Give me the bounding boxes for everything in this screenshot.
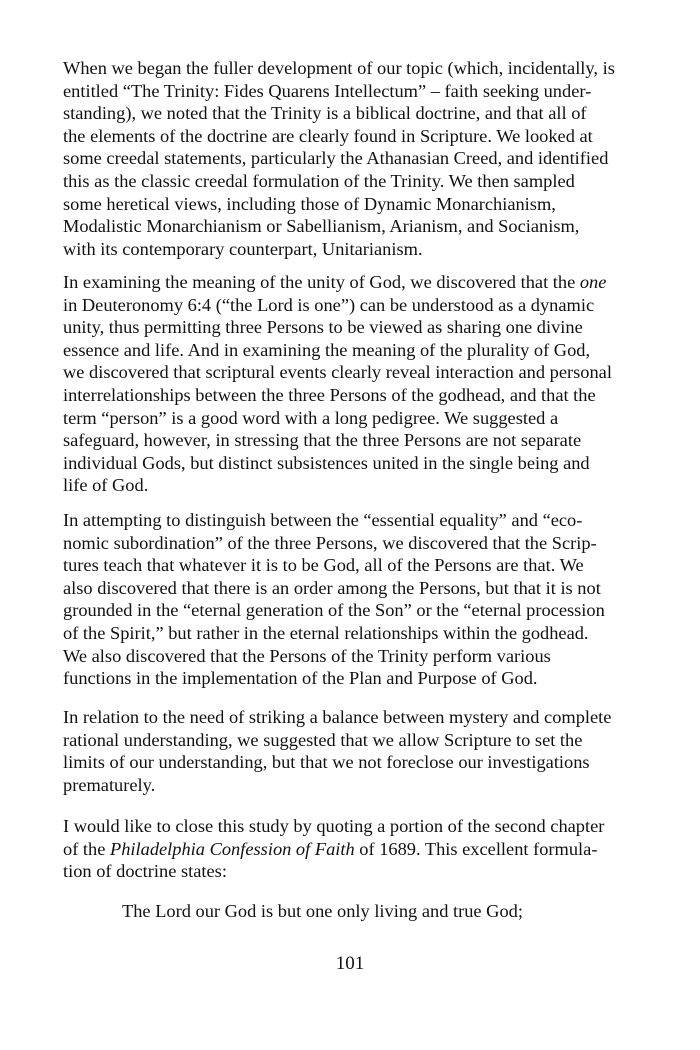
text-line — [63, 838, 623, 861]
paragraph-closing — [63, 815, 623, 883]
text-line: in Deuteronomy 6:4 (“the Lord is one”) can be understood as a dynamic — [63, 294, 595, 315]
text-line: entitled “The Trinity: Fides Quarens Intellectum” – faith seeking under- — [63, 80, 592, 101]
text-line: tures teach that whatever it is to be God, all of the Persons are that. We — [63, 555, 584, 576]
text-line: this as the classic creedal formulation of the Trinity. We then sampled — [63, 170, 575, 191]
text-line: safeguard, however, in stressing that the three Persons are not separate — [63, 430, 582, 451]
text-line: limits of our understanding, but that we not foreclose our investigations — [63, 752, 590, 773]
text-line: interrelationships between the three Persons of the godhead, and that the — [63, 384, 596, 405]
text-line: some heretical views, including those of Dynamic Monarchianism, — [63, 193, 556, 214]
paragraph-mystery-balance — [63, 706, 623, 796]
text-line: When we began the fuller development of our topic (which, incidentally, is — [63, 58, 615, 78]
book-title: Philadelphia Confession of Faith — [109, 838, 355, 859]
text-line: I would like to close this study by quoting a portion of the second chapter — [63, 816, 605, 836]
text-run: In examining the meaning of the unity of God, we discovered that the — [63, 272, 580, 292]
text-line: also discovered that there is an order among the Persons, but that it is not — [63, 577, 601, 598]
text-line: tion of doctrine states: — [63, 861, 227, 882]
text-line: grounded in the “eternal generation of the Son” or the “eternal procession — [63, 600, 605, 621]
text-line: prematurely. — [63, 774, 156, 795]
text-line: term “person” is a good word with a long pedigree. We suggested a — [63, 407, 559, 428]
text-line: unity, thus permitting three Persons to be viewed as sharing one divine — [63, 317, 583, 338]
text-line: the elements of the doctrine are clearly found in Scripture. We looked at — [63, 125, 593, 146]
text-run: of 1689. This excellent formula- — [354, 838, 598, 859]
text-line: nomic subordination” of the three Persons, we discovered that the Scrip- — [63, 532, 597, 553]
text-line: life of God. — [63, 475, 149, 496]
text-line: standing), we noted that the Trinity is a biblical doctrine, and that all of — [63, 103, 587, 124]
text-line: rational understanding, we suggested that we allow Scripture to set the — [63, 729, 583, 750]
text-line: individual Gods, but distinct subsistences united in the single being and — [63, 452, 590, 473]
page-number: 101 — [335, 953, 365, 974]
text-line: we discovered that scriptural events clearly reveal interaction and personal — [63, 362, 612, 383]
text-line: with its contemporary counterpart, Unitarianism. — [63, 238, 423, 259]
text-line: essence and life. And in examining the meaning of the plurality of God, — [63, 339, 591, 360]
paragraph-unity-of-god — [63, 271, 623, 497]
italic-word: one — [579, 272, 607, 292]
paragraph-summary — [63, 57, 623, 260]
text-line: We also discovered that the Persons of the Trinity perform various — [63, 645, 551, 666]
text-line: some creedal statements, particularly the Athanasian Creed, and identified — [63, 148, 609, 169]
text-line: functions in the implementation of the Plan and Purpose of God. — [63, 668, 538, 689]
text-line: In attempting to distinguish between the “essential equality” and “eco- — [63, 510, 583, 530]
text-line — [63, 271, 623, 294]
paragraph-equality-subordination — [63, 509, 623, 690]
text-line: of the Spirit,” but rather in the eternal relationships within the godhead. — [63, 622, 589, 643]
text-run: of the — [63, 838, 110, 859]
text-line: Modalistic Monarchianism or Sabellianism, Arianism, and Socianism, — [63, 216, 580, 237]
block-quote: The Lord our God is but one only living and true God; — [122, 901, 523, 921]
text-line: In relation to the need of striking a balance between mystery and complete — [63, 707, 612, 727]
